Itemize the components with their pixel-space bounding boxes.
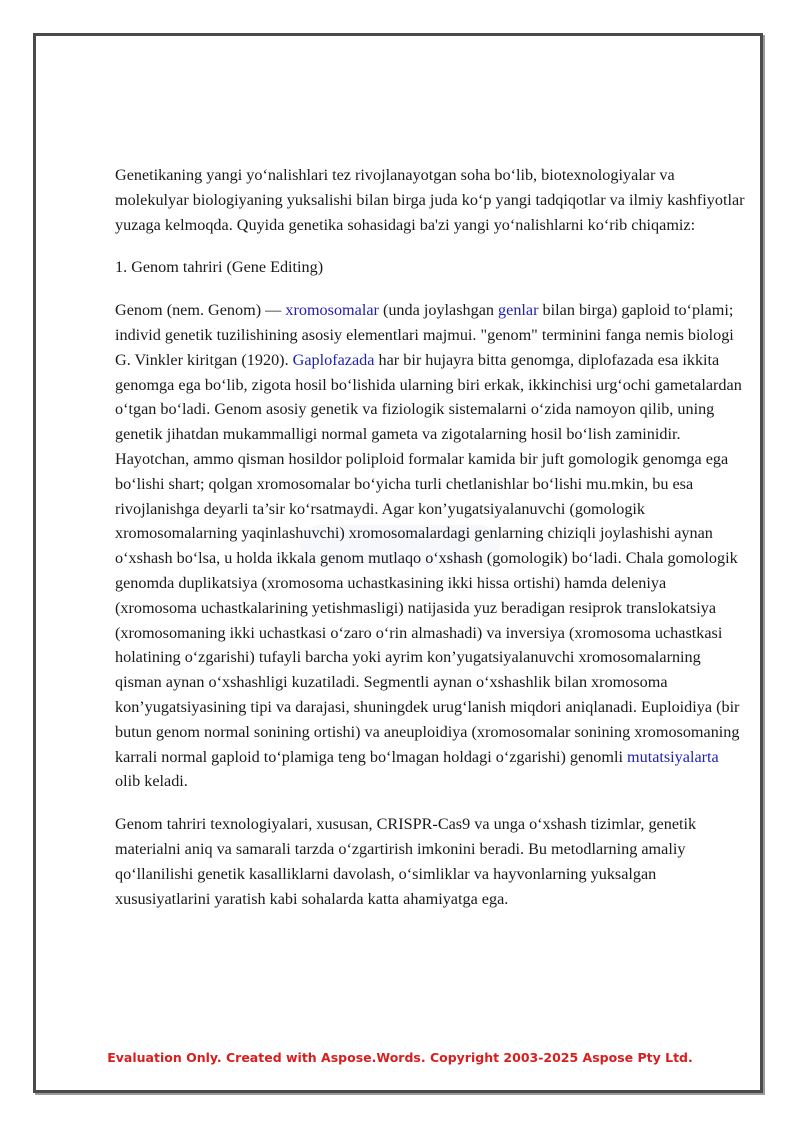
evaluation-watermark: Evaluation Only. Created with Aspose.Words. Copyright 2003-2025 Aspose Pty Ltd. — [107, 1050, 693, 1065]
text-run: olib keladi. — [115, 772, 188, 791]
text-run: bilan birga) gaploid to‘plami; individ genetik tuzilishining asosiy elementlari majmui. "genom" terminini fanga nemis biologi G. Vinkler kiritgan (1920). — [115, 301, 734, 369]
text-run: (unda joylashgan — [378, 301, 499, 320]
section-heading: 1. Genom tahriri (Gene Editing) — [115, 258, 324, 277]
link-genlar[interactable]: genlar — [498, 301, 539, 320]
link-xromosomalar[interactable]: xromosomalar — [285, 301, 379, 320]
text-run: Genom (nem. Genom) — — [115, 301, 286, 320]
link-gaplofazada[interactable]: Gaplofazada — [292, 350, 375, 369]
genom-paragraph — [115, 298, 747, 794]
document-body — [115, 163, 747, 929]
crispr-paragraph: Genom tahriri texnologiyalari, xususan, CRISPR-Cas9 va unga o‘xshash tizimlar, genetik materialni aniq va samarali tarzda o‘zgartirish imkonini beradi. Bu metodlarning amaliy qo‘llanilishi genetik kasalliklarni davolash, o‘simliklar va hayvonlarning yuksalgan xususiyatlarini yaratish kabi sohalarda katta ahamiyatga ega. — [115, 815, 697, 908]
link-mutatsiyalarta[interactable]: mutatsiyalarta — [627, 747, 719, 766]
text-run: har bir hujayra bitta genomga, diplofazada esa ikkita genomga ega bo‘lib, zigota hosil bo‘lishida ularning biri erkak, ikkinchisi urg‘ochi gametalardan o‘tgan bo‘ladi. Genom asosiy genetik va fiziologik sistemalarni o‘zida namoyon qilib, uning genetik jihatdan mukammalligi normal gameta va zigotalarning hosil bo‘lish zaminidir. Hayotchan, ammo qisman hosildor poliploid formalar kamida bir juft gomologik genomga ega bo‘lishi shart; qolgan xromosomalar bo‘yicha turli chetlanishlar bo‘lishi mu.mkin, bu esa rivojlanishga deyarli ta’sir ko‘rsatmaydi. Agar kon’yugatsiyalanuvchi (gomologik xromosomalarning yaqinlashuvchi) xromosomalardagi genlarning chiziqli joylashishi aynan o‘xshash bo‘lsa, u holda ikkala genom mutlaqo o‘xshash (gomologik) bo‘ladi. Chala gomologik genomda duplikatsiya (xromosoma uchastkasining ikki hissa ortishi) hamda deleniya (xromosoma uchastkalarining yetishmasligi) natijasida yuz beradigan resiprok translokatsiya (xromosomaning ikki uchastkasi o‘zaro o‘rin almashadi) va inversiya (xromosoma uchastkasi holatining o‘zgarishi) tufayli barcha yoki ayrim kon’yugatsiyalanuvchi xromosomalarning qisman aynan o‘xshashligi kuzatiladi. Segmentli aynan o‘xshashlik bilan xromosoma kon’yugatsiyasining tipi va darajasi, shuningdek urug‘lanish miqdori aniqlanadi. Euploidiya (bir butun genom normal sonining ortishi) va aneuploidiya (xromosomalar sonining xromosomaning karrali normal gaploid to‘plamiga teng bo‘lmagan holdagi o‘zgarishi) genomli — [115, 350, 742, 766]
intro-paragraph: Genetikaning yangi yo‘nalishlari tez rivojlanayotgan soha bo‘lib, biotexnologiyalar va molekulyar biologiyaning yuksalishi bilan birga juda ko‘p yangi tadqiqotlar va ilmiy kashfiyotlar yuzaga kelmoqda. Quyida genetika sohasidagi ba'zi yangi yo‘nalishlarni ko‘rib chiqamiz: — [115, 166, 745, 234]
